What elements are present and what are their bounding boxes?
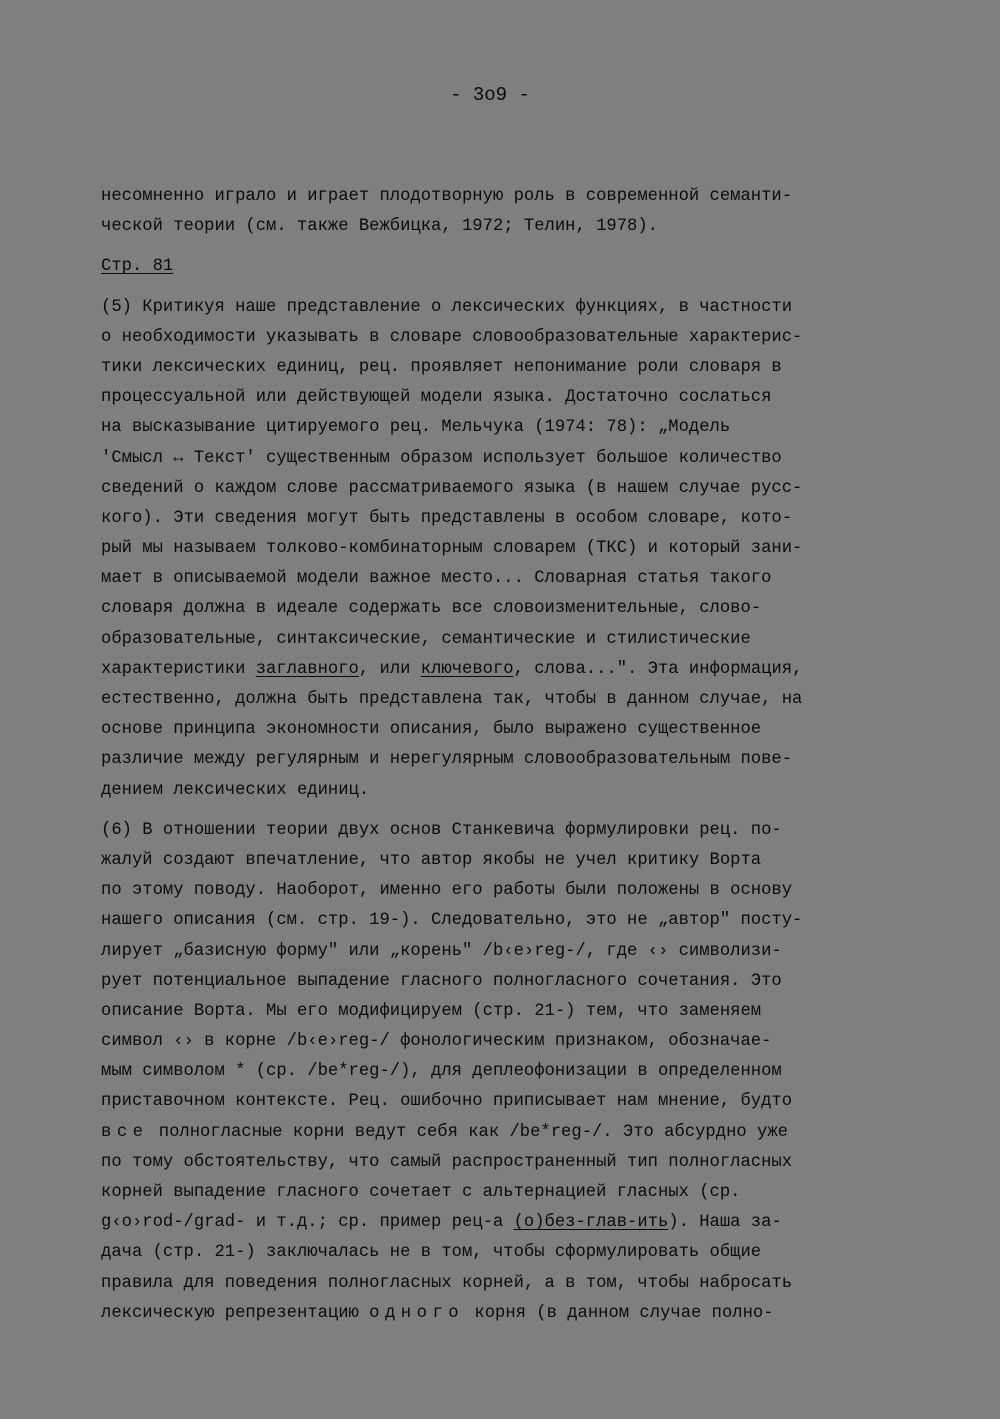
text-segment: естественно, должна быть представлена так, чтобы в данном случае, на: [101, 690, 803, 709]
text-line: [101, 1208, 921, 1238]
text-line: [101, 1148, 921, 1178]
text-line: [101, 1027, 921, 1057]
text-segment: символ ‹› в корне /b‹e›reg-/ фонологическим признаком, обозначае-: [101, 1032, 772, 1052]
text-segment: , или: [358, 659, 421, 679]
text-segment: жалуй создают впечатление, что автор якобы не учел критику Ворта: [101, 850, 762, 870]
text-line: [101, 745, 921, 775]
text-line: [101, 625, 921, 655]
text-line: [101, 1238, 921, 1268]
text-segment: (5) Критикуя наше представление о лексических функциях, в частности: [101, 297, 793, 317]
text-line: [101, 212, 921, 242]
text-segment: приставочном контексте. Рец. ошибочно приписывает нам мнение, будто: [101, 1092, 793, 1112]
text-segment: процессуальной или действующей модели языка. Достаточно сослаться: [101, 388, 772, 408]
text-line: [101, 444, 921, 474]
text-line: [101, 1057, 921, 1087]
text-segment: корня (в данном случае полно-: [464, 1303, 774, 1323]
text-line: [101, 776, 921, 806]
text-line: [101, 1299, 921, 1329]
text-line: [101, 876, 921, 906]
text-segment: мает в описываемой модели важное место... Словарная статья такого: [101, 569, 772, 589]
text-segment: дача (стр. 21-) заключалась не в том, чтобы сформулировать общие: [101, 1243, 762, 1263]
paragraph-gap: [101, 283, 921, 293]
text-segment: , слова...". Эта информация,: [513, 659, 803, 679]
text-segment: сведений о каждом слове рассматриваемого языка (в нашем случае русс-: [101, 478, 803, 498]
text-line: [101, 534, 921, 564]
text-line: [101, 474, 921, 504]
text-line: [101, 564, 921, 594]
text-segment: несомненно играло и играет плодотворную роль в современной семанти-: [101, 187, 793, 206]
text-segment: кого). Эти сведения могут быть представлены в особом словаре, кото-: [101, 508, 793, 528]
text-segment: лирует „базисную форму" или „корень" /b‹e›reg-/, где ‹› символизи-: [101, 941, 782, 961]
text-line: [101, 715, 921, 745]
text-segment: 'Смысл ↔ Текст' существенным образом использует большое количество: [101, 448, 782, 468]
text-line: [101, 1118, 921, 1148]
text-segment: рый мы называем толково-комбинаторным словарем (ТКС) и который зани-: [101, 539, 803, 559]
text-line: [101, 906, 921, 936]
text-segment: ). Наша за-: [668, 1213, 782, 1233]
text-segment: лексическую репрезентацию: [101, 1303, 370, 1323]
text-segment: образовательные, синтаксические, семантические и стилистические: [101, 629, 751, 649]
text-line: [101, 1269, 921, 1299]
text-segment: правила для поведения полногласных корней, а в том, чтобы набросать: [101, 1273, 793, 1293]
text-line: [101, 655, 921, 685]
text-line: [101, 383, 921, 413]
text-segment: рует потенциальное выпадение гласного полногласного сочетания. Это: [101, 971, 782, 991]
text-segment: описание Ворта. Мы его модифицируем (стр. 21-) тем, что заменяем: [101, 1001, 762, 1021]
text-line: [101, 967, 921, 997]
spaced-emphasis-text: одного: [369, 1303, 465, 1323]
text-segment: полногласные корни ведут себя как /be*reg-/. Это абсурдно уже: [148, 1122, 788, 1142]
page-number: - 3o9 -: [450, 84, 530, 106]
text-line: [101, 413, 921, 443]
text-line: [101, 997, 921, 1027]
text-line: [101, 816, 921, 846]
text-segment: по тому обстоятельству, что самый распространенный тип полногласных: [101, 1152, 793, 1172]
text-line: [101, 594, 921, 624]
text-segment: по этому поводу. Наоборот, именно его работы были положены в основу: [101, 881, 793, 901]
text-line: [101, 323, 921, 353]
text-segment: ческой теории (см. также Вежбицка, 1972; Телин, 1978).: [101, 217, 658, 237]
text-line: [101, 1087, 921, 1117]
text-line: [101, 1178, 921, 1208]
text-segment: (6) В отношении теории двух основ Станкевича формулировки рец. по-: [101, 820, 782, 840]
body-text: [101, 182, 921, 1329]
text-segment: словаря должна в идеале содержать все словоизменительные, слово-: [101, 599, 762, 619]
text-segment: мым символом * (ср. /be*reg-/), для деплеофонизации в определенном: [101, 1062, 782, 1082]
text-line: [101, 252, 921, 282]
text-segment: основе принципа экономности описания, было выражено существенное: [101, 720, 762, 740]
underlined-text: заглавного: [255, 659, 359, 679]
text-segment: о необходимости указывать в словаре словообразовательные характерис-: [101, 327, 803, 347]
text-segment: дением лексических единиц.: [101, 780, 370, 800]
text-segment: различие между регулярным и нерегулярным словообразовательным пове-: [101, 750, 793, 770]
text-line: [101, 293, 921, 323]
text-line: [101, 846, 921, 876]
text-segment: на высказывание цитируемого рец. Мельчука (1974: 78): „Модель: [101, 418, 731, 438]
spaced-emphasis-text: все: [101, 1122, 149, 1142]
paragraph-gap: [101, 806, 921, 816]
underlined-text: (о)без-глав-ить: [513, 1213, 669, 1233]
text-line: [101, 504, 921, 534]
text-line: [101, 182, 921, 212]
text-line: [101, 685, 921, 715]
text-segment: характеристики: [101, 659, 256, 679]
text-segment: корней выпадение гласного сочетает с альтернацией гласных (ср.: [101, 1183, 741, 1202]
paragraph-gap: [101, 242, 921, 252]
text-segment: тики лексических единиц, рец. проявляет непонимание роли словаря в: [101, 357, 782, 377]
text-segment: g‹o›rod-/grad- и т.д.; ср. пример рец-а: [101, 1213, 514, 1233]
underlined-text: ключевого: [420, 659, 514, 679]
text-line: [101, 353, 921, 383]
text-segment: нашего описания (см. стр. 19-). Следовательно, это не „автор" посту-: [101, 911, 803, 931]
underlined-text: Стр. 81: [101, 257, 174, 277]
text-line: [101, 937, 921, 967]
